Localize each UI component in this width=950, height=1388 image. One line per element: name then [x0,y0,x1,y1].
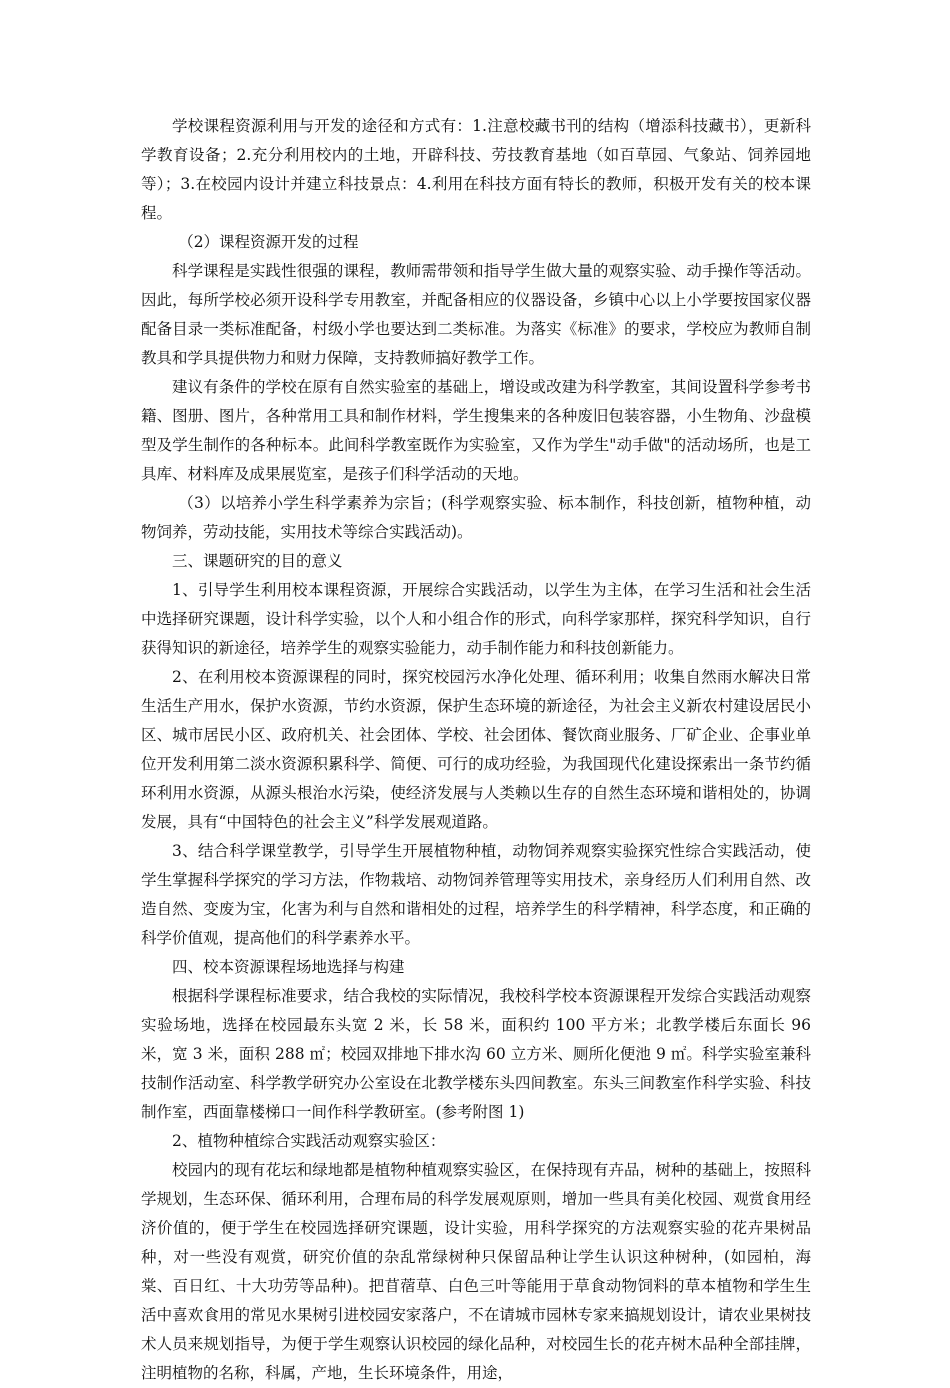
paragraph-resource-methods: 学校课程资源利用与开发的途径和方式有：1.注意校藏书刊的结构（增添科技藏书），更新科学教育设备；2.充分利用校内的土地，开辟科技、劳技教育基地（如百草园、气象站、饲养园地等）；3.在校园内设计并建立科技景点：4.利用在科技方面有特长的教师，积极开发有关的校本课程。 [141,117,811,222]
document-body [141,112,811,1388]
paragraph-science-course: 科学课程是实践性很强的课程，教师需带领和指导学生做大量的观察实验、动手操作等活动。因此，每所学校必须开设科学专用教室，并配备相应的仪器设备，乡镇中心以上小学要按国家仪器配备目录一类标准配备，村级小学也要达到二类标准。为落实《标准》的要求，学校应为教师自制教具和学具提供物力和财力保障，支持教师搞好教学工作。 [141,262,811,367]
paragraph-science-classroom: 建议有条件的学校在原有自然实验室的基础上，增设或改建为科学教室，其间设置科学参考书籍、图册、图片，各种常用工具和制作材料，学生搜集来的各种废旧包装容器，小生物角、沙盘模型及学生制作的各种标本。此间科学教室既作为实验室，又作为学生"动手做"的活动场所，也是工具库、材料库及成果展览室，是孩子们科学活动的天地。 [141,378,811,483]
paragraph-planting-details: 校园内的现有花坛和绿地都是植物种植观察实验区，在保持现有卉品，树种的基础上，按照科学规划，生态环保、循环利用，合理布局的科学发展观原则，增加一些具有美化校园、观赏食用经济价值的，便于学生在校园选择研究课题，设计实验，用科学探究的方法观察实验的花卉果树品种，对一些没有观赏，研究价值的杂乱常绿树种只保留品种让学生认识这种树种，(如园柏，海棠、百日红、十大功劳等品种)。把苜蓿草、白色三叶等能用于草食动物饲料的草本植物和学生生活中喜欢食用的常见水果树引进校园安家落户，不在请城市园林专家来搞规划设计，请农业果树技术人员来规划指导，为便于学生观察认识校园的绿化品种，对校园生长的花卉树木品种全部挂牌，注明植物的名称，科属，产地，生长环境条件，用途， [141,1161,811,1382]
paragraph-purpose-1: 1、引导学生利用校本课程资源，开展综合实践活动，以学生为主体，在学习生活和社会生活中选择研究课题，设计科学实验，以个人和小组合作的形式，向科学家那样，探究科学知识，自行获得知识的新途径，培养学生的观察实验能力，动手制作能力和科技创新能力。 [141,581,811,657]
heading-planting-area: 2、植物种植综合实践活动观察实验区： [172,1132,446,1150]
paragraph-literacy-aim: （3）以培养小学生科学素养为宗旨；(科学观察实验、标本制作，科技创新，植物种植，动物饲养，劳动技能，实用技术等综合实践活动)。 [141,494,811,541]
heading-research-purpose: 三、课题研究的目的意义 [172,552,343,570]
heading-development-process: （2）课程资源开发的过程 [178,233,359,251]
paragraph-purpose-3: 3、结合科学课堂教学，引导学生开展植物种植，动物饲养观察实验探究性综合实践活动，使学生掌握科学探究的学习方法，作物栽培、动物饲养管理等实用技术，亲身经历人们利用自然、改造自然、变废为宝，化害为利与自然和谐相处的过程，培养学生的科学精神，科学态度，和正确的科学价值观，提高他们的科学素养水平。 [141,842,811,947]
paragraph-site-details: 根据科学课程标准要求，结合我校的实际情况，我校科学校本资源课程开发综合实践活动观察实验场地，选择在校园最东头宽 2 米，长 58 米，面积约 100 平方米；北教学楼后东面长 96 米，宽 3 米，面积 288 ㎡；校园双排地下排水沟 60 立方米、厕所化便池 9 ㎡。科学实验室兼科技制作活动室、科学教学研究办公室设在北教学楼东头四间教室。东头三间教室作科学实验、科技制作室，西面靠楼梯口一间作科学教研室。(参考附图 1) [141,987,811,1121]
heading-site-selection: 四、校本资源课程场地选择与构建 [172,958,405,976]
paragraph-purpose-2: 2、在利用校本资源课程的同时，探究校园污水净化处理、循环利用；收集自然雨水解决日常生活生产用水，保护水资源，节约水资源，保护生态环境的新途径，为社会主义新农村建设居民小区、城市居民小区、政府机关、社会团体、学校、社会团体、餐饮商业服务、厂矿企业、企事业单位开发利用第二淡水资源积累科学、简便、可行的成功经验，为我国现代化建设探索出一条节约循环利用水资源，从源头根治水污染，使经济发展与人类赖以生存的自然生态环境和谐相处的，协调发展，具有“中国特色的社会主义”科学发展观道路。 [141,668,811,831]
